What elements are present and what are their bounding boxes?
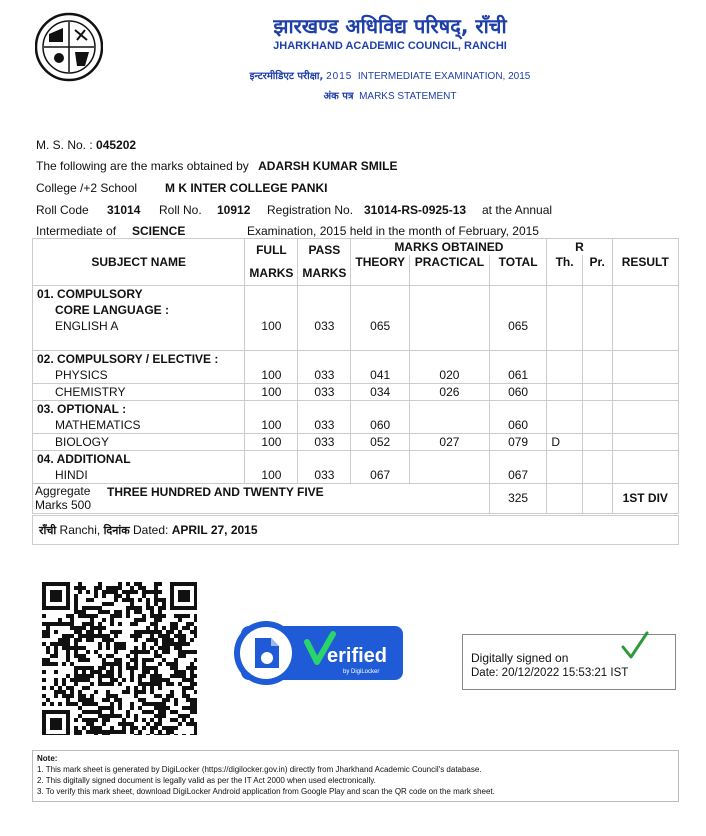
- digilocker-verified-badge: [233, 620, 403, 686]
- council-name-hindi: झारखण्ड अधिविद्य परिषद्, राँची: [273, 14, 507, 38]
- qr-finder-pattern: [50, 590, 62, 602]
- obtained-by-label: The following are the marks obtained by: [36, 159, 249, 173]
- roll-no-label: Roll No.: [159, 203, 202, 217]
- roll-no: 10912: [217, 203, 251, 217]
- ms-no: 045202: [96, 138, 137, 152]
- section-subtitle: CORE LANGUAGE :: [33, 302, 245, 318]
- table-row: CHEMISTRY 100 033 034 026 060: [33, 383, 679, 400]
- section-title: 02. COMPULSORY / ELECTIVE :: [33, 350, 245, 367]
- header-marks-obtained: MARKS OBTAINED: [351, 239, 547, 255]
- student-name: ADARSH KUMAR SMILE: [258, 159, 398, 173]
- header-practical: PRACTICAL: [409, 255, 489, 286]
- council-name-english: JHARKHAND ACADEMIC COUNCIL, RANCHI: [273, 40, 507, 52]
- at-annual-text: at the Annual: [482, 203, 553, 217]
- place: Ranchi,: [59, 523, 101, 537]
- header-subject: SUBJECT NAME: [33, 239, 245, 286]
- verified-text: erified: [327, 645, 388, 667]
- header-pass-marks: PASS MARKS: [298, 239, 351, 286]
- header-pr: Pr.: [582, 255, 612, 286]
- college-line: [36, 181, 137, 195]
- verified-subtext: by DigiLocker: [343, 669, 380, 675]
- marks-table: [32, 238, 679, 514]
- section-title: 04. ADDITIONAL: [33, 450, 245, 467]
- note-item: 1. This mark sheet is generated by DigiLocker (https://digilocker.gov.in) directly from Jharkhand Academic Council's database.: [37, 765, 482, 774]
- intermediate-label: Intermediate of: [36, 224, 117, 238]
- header-r: R: [547, 239, 612, 255]
- exam-title: [200, 68, 580, 82]
- qr-finder-pattern: [50, 718, 62, 730]
- marks-title-hindi: अंक पत्र: [323, 91, 354, 102]
- table-row: PHYSICS 100 033 041 020 061: [33, 367, 679, 384]
- issue-date: APRIL 27, 2015: [171, 523, 258, 537]
- qr-code: [40, 580, 197, 735]
- council-emblem-logo: [35, 12, 103, 82]
- aggregate-label-marks: Marks 500: [35, 497, 92, 512]
- college-name: M K INTER COLLEGE PANKI: [165, 181, 328, 195]
- table-row: MATHEMATICS 100 033 060 060: [33, 417, 679, 434]
- roll-code-label: Roll Code: [36, 203, 89, 217]
- roll-code: 31014: [107, 203, 141, 217]
- header-theory: THEORY: [351, 255, 410, 286]
- registration-no: 31014-RS-0925-13: [364, 203, 467, 217]
- header-th: Th.: [547, 255, 583, 286]
- exam-title-english: INTERMEDIATE EXAMINATION, 2015: [357, 71, 531, 82]
- note-item: 2. This digitally signed document is legally valid as per the IT Act 2000 when used electronically.: [37, 776, 376, 785]
- digital-signature-box: [462, 634, 676, 690]
- aggregate-words: THREE HUNDRED AND TWENTY FIVE: [107, 484, 324, 499]
- college-label: College /+2 School: [36, 181, 138, 195]
- header-total: TOTAL: [489, 255, 546, 286]
- qr-finder-pattern: [178, 590, 190, 602]
- dated-line: [32, 515, 679, 545]
- signed-on-label: Digitally signed on: [471, 651, 569, 665]
- result-division: 1ST DIV: [612, 483, 678, 513]
- section-title: 03. OPTIONAL :: [33, 400, 245, 417]
- ms-no-label: M. S. No. :: [36, 138, 93, 152]
- table-row: HINDI 100 033 067 067: [33, 467, 679, 484]
- note-item: 3. To verify this mark sheet, download DigiLocker Android application from Google Play and scan the QR code on the mark sheet.: [37, 787, 495, 796]
- marks-title-english: MARKS STATEMENT: [359, 91, 457, 102]
- section-title: 01. COMPULSORY: [33, 286, 245, 303]
- signed-date: Date: 20/12/2022 15:53:21 IST: [471, 667, 629, 679]
- student-line: [36, 159, 397, 173]
- aggregate-total: 325: [489, 483, 546, 513]
- ms-number-line: [36, 138, 136, 152]
- marks-statement-title: [200, 88, 580, 102]
- header-full-marks: FULL MARKS: [245, 239, 298, 286]
- exam-held-text: Examination, 2015 held in the month of February, 2015: [247, 224, 539, 238]
- table-row: ENGLISH A 100 033 065 065: [33, 318, 679, 334]
- place-hindi: राँची: [39, 524, 57, 537]
- green-check-icon: [619, 631, 649, 661]
- notes-title: Note:: [37, 754, 58, 763]
- header-result: RESULT: [612, 239, 678, 286]
- dated-label: Dated:: [133, 523, 169, 537]
- stream: SCIENCE: [132, 224, 186, 238]
- aggregate-row: [33, 483, 679, 513]
- registration-label: Registration No.: [267, 203, 354, 217]
- exam-year: 2015: [326, 71, 353, 82]
- aggregate-label: Aggregate: [35, 483, 91, 498]
- table-row: BIOLOGY 100 033 052 027 079 D: [33, 433, 679, 450]
- exam-title-hindi: इन्टरमीडिएट परीक्षा,: [249, 71, 324, 82]
- date-hindi: दिनांक: [103, 524, 130, 537]
- notes-box: [32, 750, 679, 802]
